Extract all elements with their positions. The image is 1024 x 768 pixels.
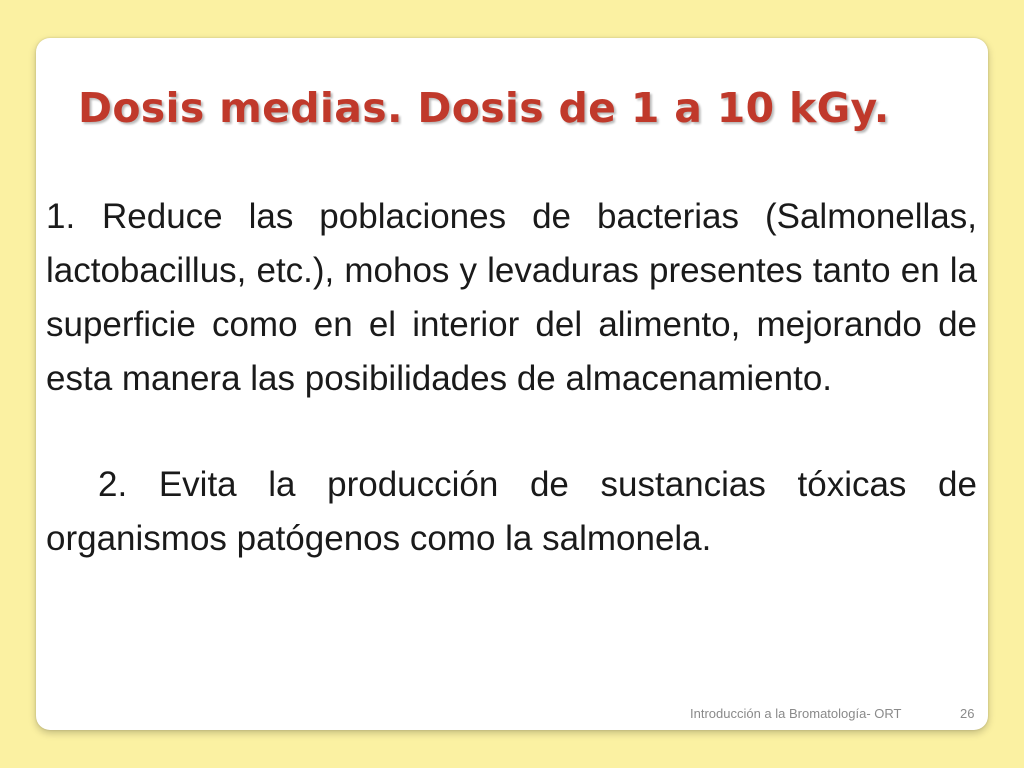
page-number: 26 — [960, 706, 975, 721]
list-item-1 — [46, 190, 977, 406]
list-item-1-text: Reduce las poblaciones de bacterias (Salmonellas, lactobacillus, etc.), mohos y levaduras presentes tanto en la superficie como en el interior del alimento, mejorando de esta manera las posibilidades de almacenamiento. — [46, 197, 977, 398]
list-item-2-text: Evita la producción de sustancias tóxicas de organismos patógenos como la salmonela. — [46, 465, 977, 558]
slide-body — [46, 190, 977, 566]
slide-title: Dosis medias. Dosis de 1 a 10 kGy. — [78, 84, 890, 132]
list-item-1-number: 1. — [46, 197, 76, 236]
slide-footer: Introducción a la Bromatología- ORT — [690, 706, 902, 721]
slide-card — [36, 38, 988, 730]
list-item-2-number: 2. — [98, 465, 128, 504]
list-item-2 — [46, 458, 977, 566]
